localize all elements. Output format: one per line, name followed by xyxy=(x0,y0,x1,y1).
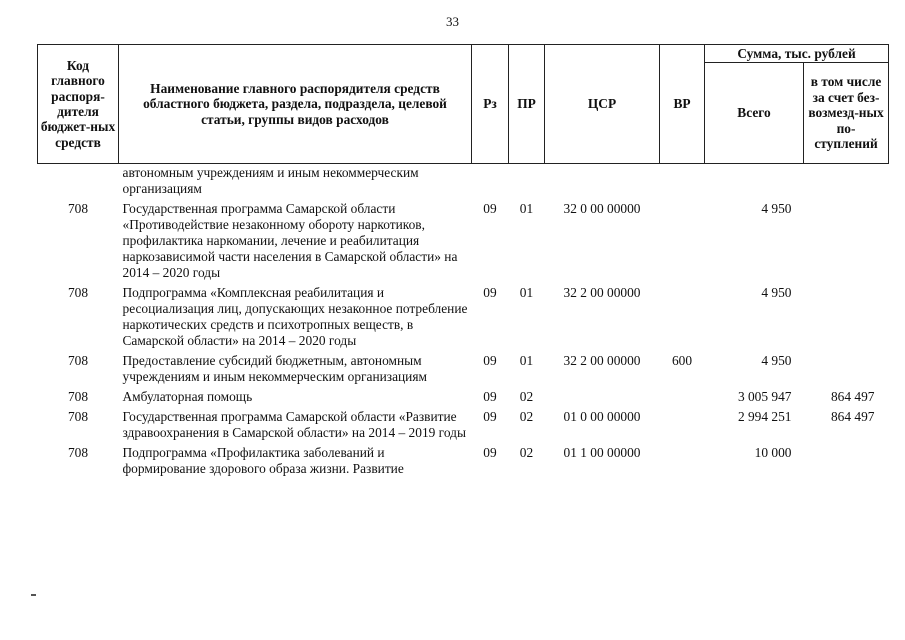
cell-gratuitous: 864 497 xyxy=(830,409,875,424)
page-number: 33 xyxy=(446,14,459,29)
cell-pr: 02 xyxy=(519,409,534,424)
cell-gratuitous xyxy=(804,164,889,202)
cell-vr xyxy=(660,389,705,409)
cell-name: автономным учреждениям и иным некоммерческим организациям xyxy=(122,165,419,196)
cell-gratuitous xyxy=(804,285,889,353)
cell-vr xyxy=(660,164,705,202)
cell-csr: 32 2 00 00000 xyxy=(563,353,641,368)
cell-vr xyxy=(660,201,705,285)
cell-vr: 600 xyxy=(671,353,693,368)
cell-code xyxy=(38,164,119,202)
cell-name: Предоставление субсидий бюджетным, автономным учреждениям и иным некоммерческим организациям xyxy=(122,353,427,384)
table-row xyxy=(38,409,889,445)
cell-csr xyxy=(545,164,660,202)
cell-rz: 09 xyxy=(483,285,497,300)
cell-code: 708 xyxy=(67,285,89,300)
header-code: Код главного распоря-дителя бюджет-ных средств xyxy=(38,45,119,164)
cell-rz: 09 xyxy=(483,389,497,404)
table-row xyxy=(38,445,889,481)
cell-rz: 09 xyxy=(483,353,497,368)
cell-gratuitous xyxy=(804,445,889,481)
cell-pr: 02 xyxy=(519,389,534,404)
cell-code: 708 xyxy=(67,409,89,424)
cell-csr xyxy=(545,389,660,409)
cell-code: 708 xyxy=(67,445,89,460)
cell-csr: 32 2 00 00000 xyxy=(563,285,641,300)
header-name: Наименование главного распорядителя средств областного бюджета, раздела, подраздела, целевой статьи, группы видов расходов xyxy=(119,45,472,164)
header-csr: ЦСР xyxy=(545,45,660,164)
cell-csr: 32 0 00 00000 xyxy=(563,201,641,216)
cell-name: Государственная программа Самарской области «Противодействие незаконному обороту наркотиков, профилактика наркомании, лечение и реабилитация наркозависимой части населения в Самарской области» на 2014 – 2020 годы xyxy=(122,201,458,280)
cell-name: Государственная программа Самарской области «Развитие здравоохранения в Самарской области» на 2014 – 2019 годы xyxy=(122,409,466,440)
cell-total: 3 005 947 xyxy=(737,389,792,404)
cell-pr xyxy=(509,164,545,202)
cell-total: 10 000 xyxy=(754,445,792,460)
budget-table xyxy=(37,44,889,481)
table-row xyxy=(38,164,889,202)
cell-pr: 01 xyxy=(519,285,534,300)
cell-gratuitous xyxy=(804,353,889,389)
table-row xyxy=(38,201,889,285)
header-gratuitous: в том числе за счет без-возмезд-ных по-ступлений xyxy=(804,63,889,164)
cell-code: 708 xyxy=(67,389,89,404)
cell-name: Подпрограмма «Комплексная реабилитация и ресоциализация лиц, допускающих незаконное потребление наркотических средств и психотропных веществ, в Самарской области» на 2014 – 2020 годы xyxy=(122,285,468,348)
cell-code: 708 xyxy=(67,201,89,216)
cell-rz: 09 xyxy=(483,445,497,460)
cell-total: 4 950 xyxy=(761,201,792,216)
header-pr: ПР xyxy=(509,45,545,164)
header-vr: ВР xyxy=(660,45,705,164)
cell-rz: 09 xyxy=(483,409,497,424)
cell-pr: 01 xyxy=(519,353,534,368)
cell-vr xyxy=(660,445,705,481)
cell-pr: 02 xyxy=(519,445,534,460)
table-row xyxy=(38,353,889,389)
cell-name: Подпрограмма «Профилактика заболеваний и формирование здорового образа жизни. Развитие xyxy=(122,445,404,476)
header-sum: Сумма, тыс. рублей xyxy=(705,45,889,63)
cell-total: 4 950 xyxy=(761,353,792,368)
table-row xyxy=(38,389,889,409)
cell-code: 708 xyxy=(67,353,89,368)
cell-total: 4 950 xyxy=(761,285,792,300)
cell-rz: 09 xyxy=(483,201,497,216)
cell-name: Амбулаторная помощь xyxy=(122,389,253,404)
cell-csr: 01 0 00 00000 xyxy=(563,409,641,424)
cell-total xyxy=(705,164,804,202)
table-row xyxy=(38,285,889,353)
table-body xyxy=(38,164,889,482)
header-rz: Рз xyxy=(472,45,509,164)
header-total: Всего xyxy=(705,63,804,164)
cell-pr: 01 xyxy=(519,201,534,216)
cell-total: 2 994 251 xyxy=(737,409,792,424)
cell-vr xyxy=(660,409,705,445)
cell-gratuitous: 864 497 xyxy=(830,389,875,404)
cell-rz xyxy=(472,164,509,202)
cell-vr xyxy=(660,285,705,353)
cell-csr: 01 1 00 00000 xyxy=(563,445,641,460)
scan-mark xyxy=(31,594,36,596)
table-header xyxy=(38,45,889,164)
cell-gratuitous xyxy=(804,201,889,285)
